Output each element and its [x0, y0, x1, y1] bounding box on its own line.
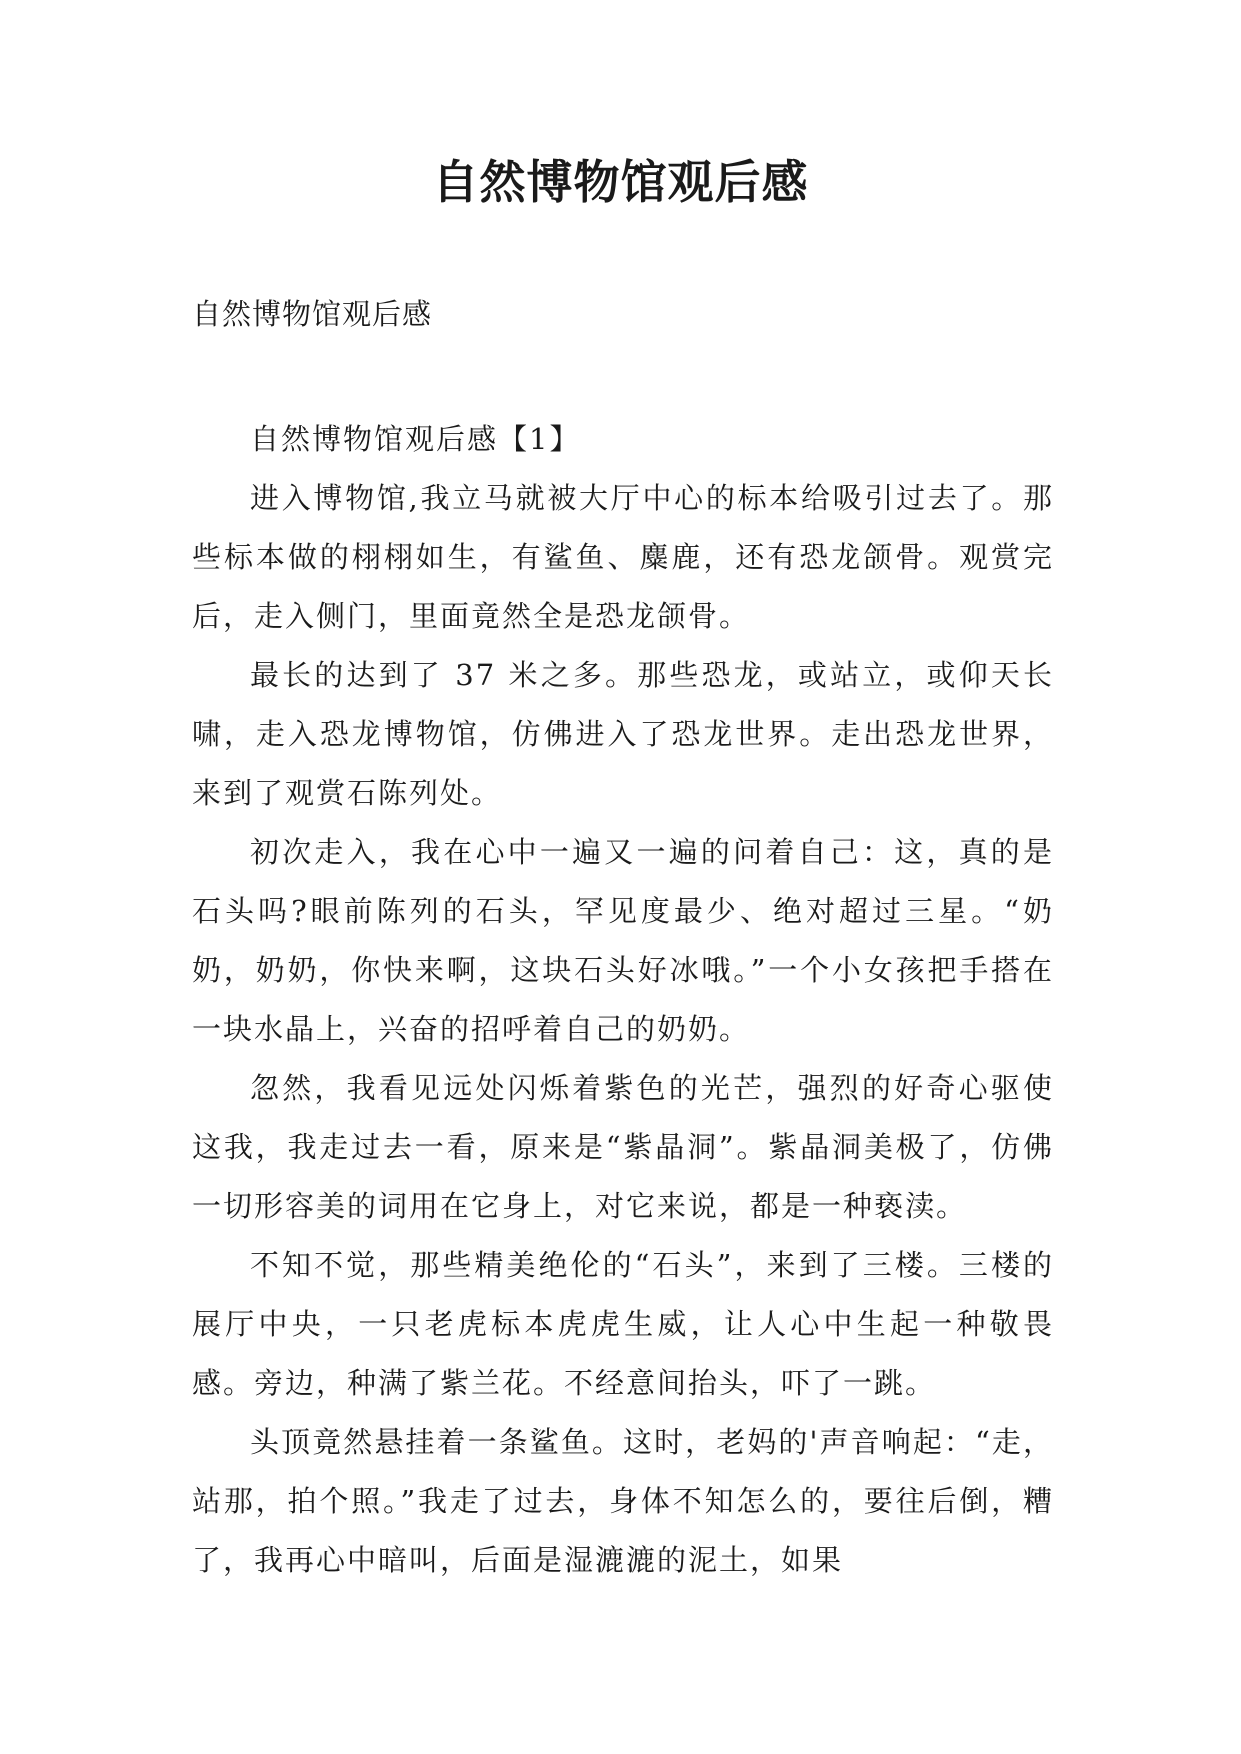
paragraph: 忽然，我看见远处闪烁着紫色的光芒，强烈的好奇心驱使这我，我走过去一看，原来是“紫晶洞”。紫晶洞美极了，仿佛一切形容美的词用在它身上，对它来说，都是一种亵渎。 [192, 1071, 1054, 1223]
paragraph: 头顶竟然悬挂着一条鲨鱼。这时，老妈的'声音响起：“走，站那，拍个照。”我走了过去，身体不知怎么的，要往后倒，糟了，我再心中暗叫，后面是湿漉漉的泥土，如果 [192, 1425, 1054, 1577]
paragraph: 不知不觉，那些精美绝伦的“石头”，来到了三楼。三楼的展厅中央，一只老虎标本虎虎生威，让人心中生起一种敬畏感。旁边，种满了紫兰花。不经意间抬头，吓了一跳。 [192, 1248, 1054, 1400]
document-title: 自然博物馆观后感 [432, 155, 809, 209]
section-heading: 自然博物馆观后感【1】 [250, 422, 581, 456]
document-subtitle: 自然博物馆观后感 [192, 297, 433, 331]
paragraph: 最长的达到了 37 米之多。那些恐龙，或站立，或仰天长啸，走入恐龙博物馆，仿佛进入了恐龙世界。走出恐龙世界，来到了观赏石陈列处。 [192, 658, 1054, 810]
document-body [192, 410, 1054, 1590]
paragraph: 进入博物馆,我立马就被大厅中心的标本给吸引过去了。那些标本做的栩栩如生，有鲨鱼、麋鹿，还有恐龙颌骨。观赏完后，走入侧门，里面竟然全是恐龙颌骨。 [192, 481, 1054, 633]
paragraph: 初次走入，我在心中一遍又一遍的问着自己：这，真的是石头吗?眼前陈列的石头，罕见度最少、绝对超过三星。“奶奶，奶奶，你快来啊，这块石头好冰哦。”一个小女孩把手搭在一块水晶上，兴奋的招呼着自己的奶奶。 [192, 835, 1054, 1046]
